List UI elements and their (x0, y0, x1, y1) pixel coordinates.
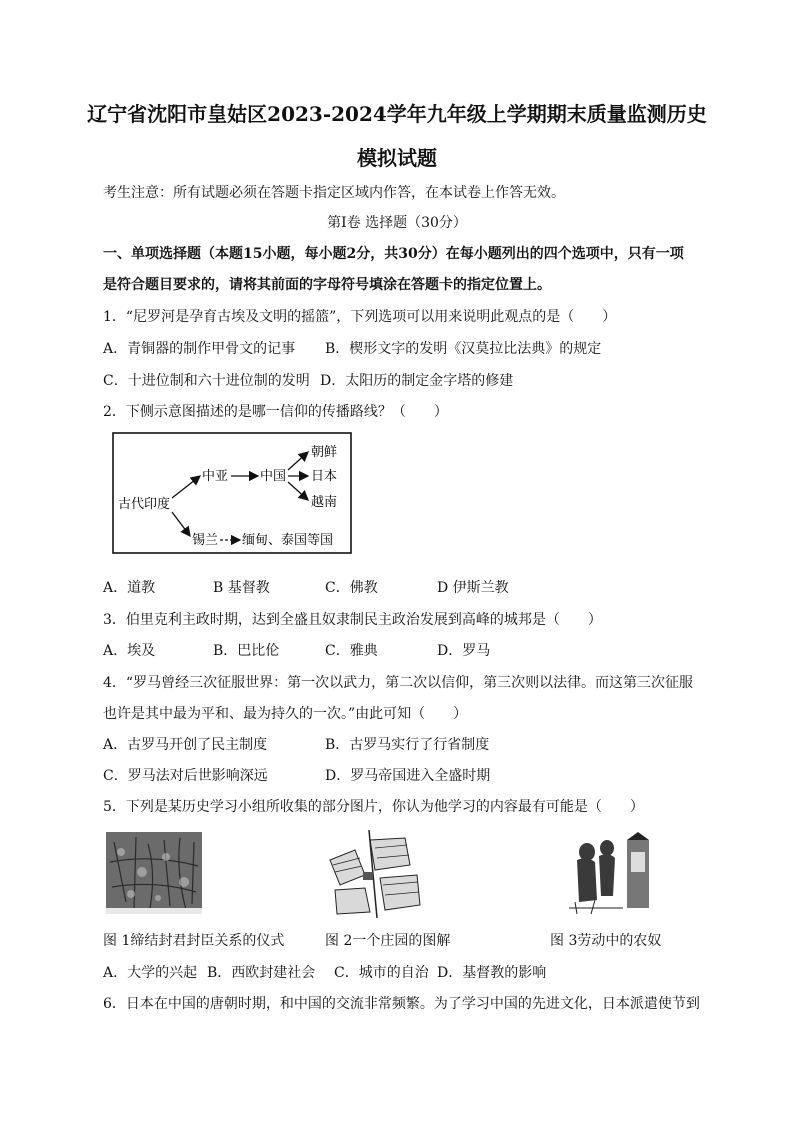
exam-notice: 考生注意：所有试题必须在答题卡指定区域内作答，在本试卷上作答无效。 (103, 185, 565, 201)
diagram-origin-label: 古代印度 (118, 497, 171, 512)
q4-stem-line2: 也许是其中最为平和、最为持久的一次。”由此可知（ ） (103, 706, 468, 722)
buddhism-spread-diagram (112, 432, 352, 554)
arrow-to-korea (288, 452, 308, 470)
q2-option-a: A．道教 (103, 580, 156, 596)
figure1-ceremony-image (106, 832, 202, 914)
q6-stem: 6．日本在中国的唐朝时期，和中国的交流非常频繁。为了学习中国的先进文化，日本派遣使节到 (103, 996, 700, 1012)
q5-stem: 5．下列是某历史学习小组所收集的部分图片，你认为他学习的内容最有可能是（ ） (103, 799, 644, 815)
figure1-caption: 图 1缔结封君封臣关系的仪式 (103, 933, 285, 949)
q3-option-c: C．雅典 (325, 643, 378, 659)
q1-stem: 1．“尼罗河是孕育古埃及文明的摇篮”，下列选项可以用来说明此观点的是（ ） (103, 309, 617, 325)
part1-instructions-line1: 一、单项选择题（本题15小题，每小题2分，共30分）在每小题列出的四个选项中，只有一项 (103, 246, 684, 262)
exam-title-line2: 模拟试题 (357, 146, 437, 170)
q2-option-c: C．佛教 (325, 580, 378, 596)
q1-option-d: D．太阳历的制定金字塔的修建 (320, 373, 514, 389)
q1-option-b: B．楔形文字的发明《汉莫拉比法典》的规定 (325, 341, 602, 357)
arrow-to-vietnam (288, 482, 308, 500)
q4-stem-line1: 4．“罗马曾经三次征服世界：第一次以武力，第二次以信仰，第三次则以法律。而这第三次征服 (103, 675, 694, 691)
q3-option-d: D．罗马 (437, 643, 491, 659)
part1-instructions-line2: 是符合题目要求的，请将其前面的字母符号填涂在答题卡的指定位置上。 (103, 277, 551, 293)
diagram-china-label: 中国 (260, 469, 287, 484)
q5-option-b: B．西欧封建社会 (207, 965, 316, 981)
arrow-to-central-asia (172, 476, 200, 498)
q4-option-d: D．罗马帝国进入全盛时期 (325, 768, 491, 784)
q4-option-a: A．古罗马开创了民主制度 (103, 737, 268, 753)
diagram-vietnam-label: 越南 (311, 495, 338, 510)
q2-stem: 2．下侧示意图描述的是哪一信仰的传播路线？（ ） (103, 404, 448, 420)
exam-title-line1: 辽宁省沈阳市皇姑区2023-2024学年九年级上学期期末质量监测历史 (87, 102, 707, 126)
diagram-ceylon-label: 锡兰 (192, 533, 219, 548)
diagram-southeast-asia-label: 缅甸、泰国等国 (242, 533, 334, 548)
q3-stem: 3．伯里克利主政时期，达到全盛且奴隶制民主政治发展到高峰的城邦是（ ） (103, 612, 602, 628)
q3-option-b: B．巴比伦 (213, 643, 280, 659)
diagram-central-asia-label: 中亚 (202, 469, 229, 484)
figure3-serfs-image (565, 830, 655, 918)
q3-option-a: A．埃及 (103, 643, 156, 659)
figure3-caption: 图 3劳动中的农奴 (550, 933, 662, 949)
q4-option-b: B．古罗马实行了行省制度 (325, 737, 490, 753)
figure2-caption: 图 2一个庄园的图解 (325, 933, 451, 949)
q2-option-b: B 基督教 (213, 580, 270, 596)
arrow-to-ceylon (172, 512, 190, 536)
q5-option-c: C．城市的自治 (334, 965, 429, 981)
q1-option-a: A．青铜器的制作甲骨文的记事 (103, 341, 296, 357)
q2-option-d: D 伊斯兰教 (437, 580, 509, 596)
figure2-manor-map-image (325, 830, 425, 918)
section-title: 第Ⅰ卷 选择题（30分） (327, 215, 467, 231)
q5-option-a: A．大学的兴起 (103, 965, 198, 981)
q5-option-d: D．基督教的影响 (437, 965, 547, 981)
q1-option-c: C．十进位制和六十进位制的发明 (103, 373, 310, 389)
diagram-japan-label: 日本 (311, 469, 338, 484)
diagram-korea-label: 朝鲜 (311, 445, 338, 460)
q4-option-c: C．罗马法对后世影响深远 (103, 768, 268, 784)
